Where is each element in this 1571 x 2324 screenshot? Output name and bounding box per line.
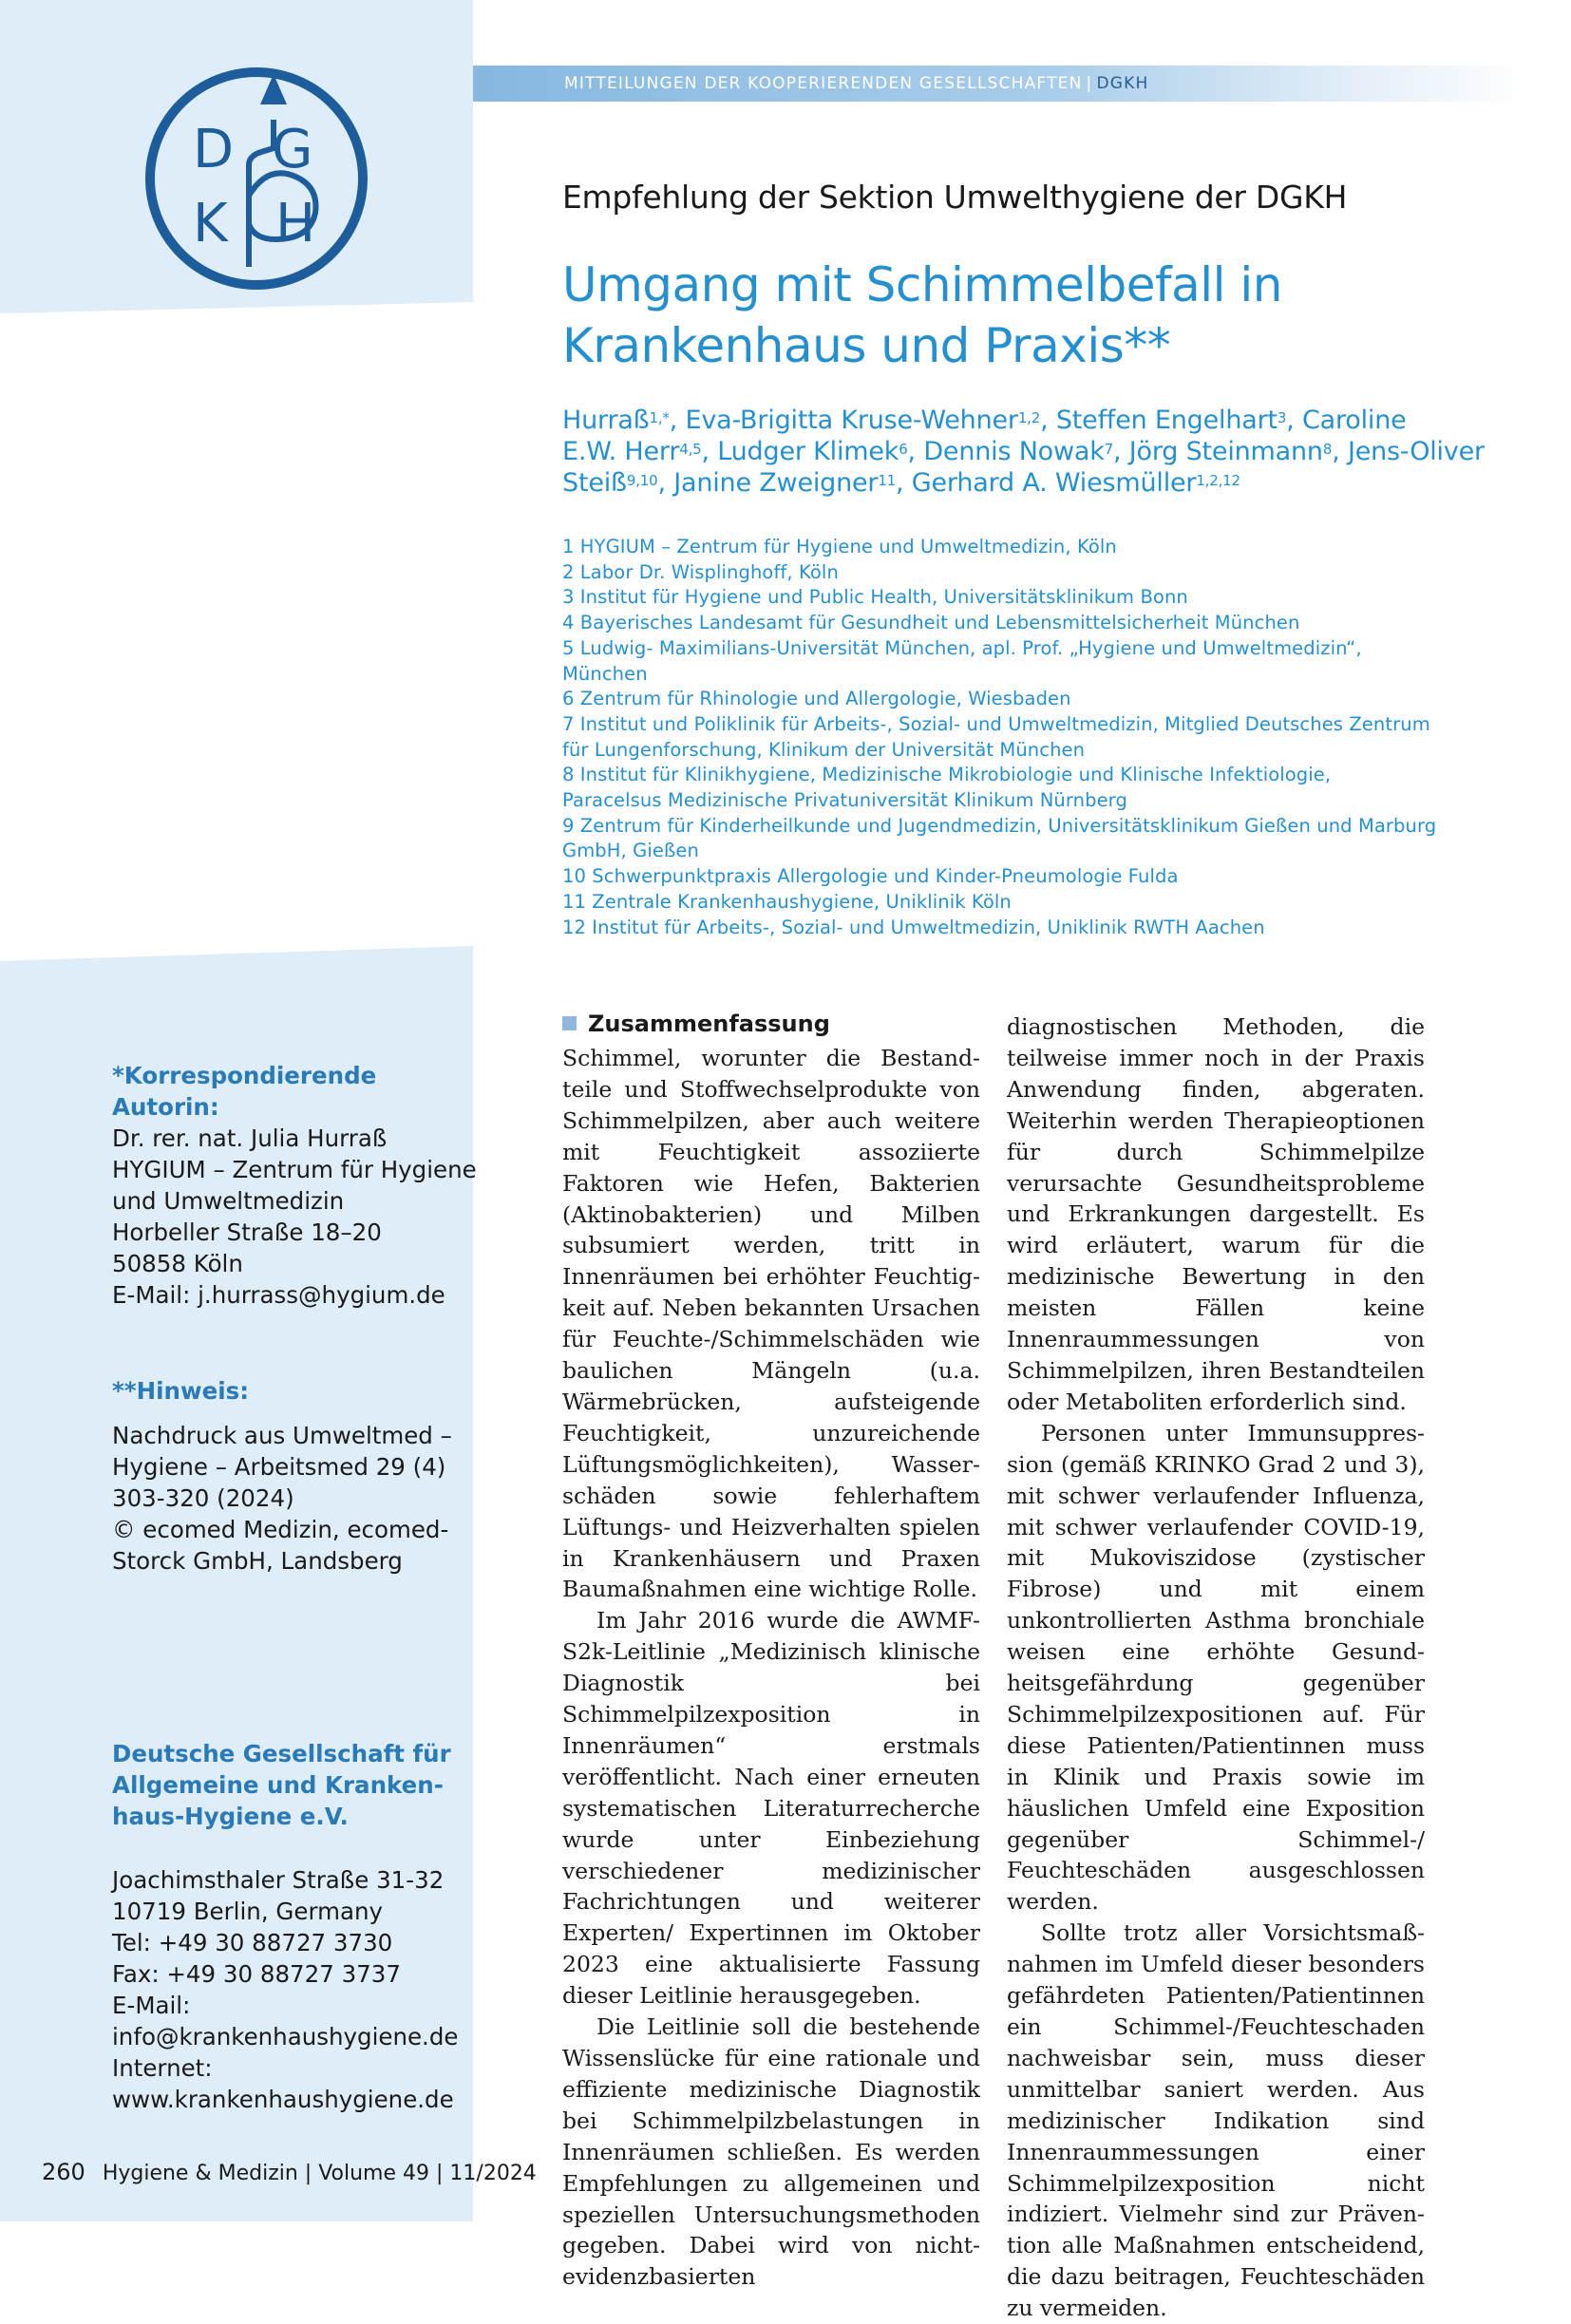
note-line: Nachdruck aus Umweltmed – bbox=[112, 1422, 452, 1449]
author-list bbox=[562, 405, 1503, 499]
affiliation-line: 8 Institut für Klinikhygiene, Medizinische Mikrobiologie und Klinische Infektiologie, bbox=[562, 764, 1332, 786]
society-fax: Fax: +49 30 88727 3737 bbox=[112, 1960, 401, 1988]
logo-letter-d: D bbox=[193, 119, 235, 180]
affiliation-line: 12 Institut für Arbeits-, Sozial- und Umweltmedizin, Uniklinik RWTH Aachen bbox=[562, 916, 1265, 938]
author-line: E.W. Herr$^{4,5}$, Ludger Klimek$^6$, Dennis Nowak$^7$, Jörg Steinmann$^8$, Jens-Oliver bbox=[562, 437, 1485, 466]
society-website-link[interactable]: www.krankenhaushygiene.de bbox=[112, 2086, 454, 2113]
section-band bbox=[473, 66, 1527, 102]
section-name: MITTEILUNGEN DER KOOPERIERENDEN GESELLSCHAFTEN bbox=[564, 74, 1083, 93]
author-affil: 1,2 bbox=[1017, 409, 1041, 426]
abstract-heading-text: Zusammenfassung bbox=[588, 1011, 830, 1037]
society-address: Joachimsthaler Straße 31-32 bbox=[112, 1866, 445, 1894]
abstract-paragraph: Sollte trotz aller Vorsichtsmaßnahmen im Umfeld dieser besonders gefährdeten Patienten/Patientinnen ein Schimmel-/Feuchteschaden nachweisbar sein, muss dieser unmittelbar saniert werden. Aus medizinischer Indikation sind Innenraummessungen einer Schimmelpilzexposition nicht indiziert. Vielmehr sind zur Prävention alle Maßnahmen entscheidend, die dazu beitragen, Feuchteschäden zu vermeiden. bbox=[1007, 1919, 1425, 2322]
page-number: 260 bbox=[42, 2159, 85, 2185]
author-name: Jörg Steinmann bbox=[1128, 437, 1323, 466]
logo-letter-g: G bbox=[272, 119, 313, 180]
title-line: Krankenhaus und Praxis** bbox=[562, 318, 1171, 373]
society-city: 10719 Berlin, Germany bbox=[112, 1898, 384, 1925]
affiliation-line: 11 Zentrale Krankenhaushygiene, Uniklinik Köln bbox=[562, 890, 1012, 913]
note-line: Storck GmbH, Landsberg bbox=[112, 1547, 403, 1575]
logo-letter-k: K bbox=[193, 193, 228, 255]
dgkh-logo bbox=[133, 53, 380, 300]
affiliation-line: für Lungenforschung, Klinikum der Universität München bbox=[562, 738, 1086, 761]
author-affil: 8 bbox=[1322, 441, 1333, 458]
author-name: Janine Zweigner bbox=[673, 468, 879, 498]
abstract-paragraph: diagnostischen Methoden, die teilweise immer noch in der Praxis Anwendung finden, abgeraten. Weiterhin werden Therapieoptionen für durch Schimmelpilze verursachte Gesundheitsprobleme und Erkrankungen dargestellt. Es wird erläutert, warum für die medizinische Bewertung in den meisten Fällen keine Innenraummessungen von Schimmelpilzen, ihren Bestandteilen oder Metaboliten erforderlich sind. bbox=[1007, 1013, 1425, 1415]
correspondence-heading: *Korrespondierende Autorin: bbox=[112, 1062, 377, 1121]
note-line: Hygiene – Arbeitsmed 29 (4) bbox=[112, 1453, 446, 1481]
author-affil: 1,2,12 bbox=[1196, 472, 1240, 489]
logo-ring bbox=[150, 72, 363, 285]
author-affil: 1,* bbox=[649, 409, 670, 426]
society-email-link[interactable]: info@krankenhaushygiene.de bbox=[112, 2023, 459, 2050]
author-name: Ludger Klimek bbox=[717, 437, 899, 466]
affiliation-line: München bbox=[562, 662, 648, 685]
correspondence-line: HYGIUM – Zentrum für Hygiene bbox=[112, 1156, 477, 1183]
article-kicker: Empfehlung der Sektion Umwelthygiene der DGKH bbox=[562, 179, 1348, 216]
affiliation-line: 9 Zentrum für Kinderheilkunde und Jugendmedizin, Universitätsklinikum Gießen und Marburg bbox=[562, 814, 1437, 837]
abstract-column-left bbox=[562, 1043, 980, 2293]
author-name: Dennis Nowak bbox=[923, 437, 1105, 466]
abstract-paragraph: Personen unter Immunsuppression (gemäß KRINKO Grad 2 und 3), mit schwer verlaufender Influenza, mit schwer verlaufender COVID-19, mit Mukoviszidose (zystischer Fibrose) und mit einem unkontrollierten Asthma bronchiale weisen eine erhöhte Gesundheitsgefährdung gegenüber Schimmelpilzexpositionen auf. Für diese Patienten/Patientinnen muss in Klinik und Praxis sowie im häuslichen Umfeld eine Exposition gegenüber Schimmel-/ Feuchteschäden ausgeschlossen werden. bbox=[1007, 1419, 1425, 1916]
affiliation-line: 3 Institut für Hygiene und Public Health, Universitätsklinikum Bonn bbox=[562, 586, 1188, 609]
correspondence-line: Dr. rer. nat. Julia Hurraß bbox=[112, 1124, 388, 1152]
correspondence-line: Horbeller Straße 18–20 bbox=[112, 1219, 382, 1246]
affiliation-line: 2 Labor Dr. Wisplinghoff, Köln bbox=[562, 560, 839, 583]
affiliation-list bbox=[562, 535, 1512, 940]
abstract-column-right bbox=[1007, 1011, 1425, 2324]
affiliation-line: 4 Bayerisches Landesamt für Gesundheit und Lebensmittelsicherheit München bbox=[562, 612, 1300, 634]
correspondence-line: und Umweltmedizin bbox=[112, 1187, 345, 1215]
author-line: Steiß$^{9,10}$, Janine Zweigner$^{11}$, Gerhard A. Wiesmüller$^{1,2,12}$ bbox=[562, 468, 1240, 498]
society-heading-line: Deutsche Gesellschaft für bbox=[112, 1740, 451, 1767]
note-block bbox=[112, 1375, 464, 1577]
affiliation-line: 7 Institut und Poliklinik für Arbeits-, Sozial- und Umweltmedizin, Mitglied Deutsches Zentrum bbox=[562, 712, 1430, 735]
author-name: Eva-Brigitta Kruse-Wehner bbox=[685, 406, 1018, 435]
affiliation-line: 5 Ludwig- Maximilians-Universität München, apl. Prof. „Hygiene und Umweltmedizin“, bbox=[562, 636, 1362, 659]
journal-info: Hygiene & Medizin | Volume 49 | 11/2024 bbox=[102, 2162, 537, 2185]
note-heading: **Hinweis: bbox=[112, 1377, 249, 1405]
sidebar bbox=[0, 950, 477, 2221]
author-affil: 11 bbox=[878, 472, 897, 489]
abstract-bullet-icon bbox=[562, 1016, 577, 1030]
affiliation-line: 10 Schwerpunktpraxis Allergologie und Kinder-Pneumologie Fulda bbox=[562, 865, 1179, 888]
abstract-paragraph: Schimmel, worunter die Bestandteile und Stoffwechselprodukte von Schimmelpilzen, aber auch weitere mit Feuchtigkeit assoziierte Faktoren wie Hefen, Bakterien (Aktinobakterien) und Milben subsumiert werden, tritt in Innenräumen bei erhöhter Feuchtigkeit auf. Neben bekannten Ursachen für Feuchte-/Schimmelschäden wie baulichen Mängeln (u.a. Wärmebrücken, aufsteigende Feuchtigkeit, unzureichende Lüftungsmöglichkeiten), Wasserschäden sowie fehlerhaftem Lüftungs- und Heizverhalten spielen in Krankenhäusern und Praxen Baumaßnahmen eine wichtige Rolle. bbox=[562, 1045, 980, 1603]
author-affil: 4,5 bbox=[679, 441, 702, 458]
affiliation-line: Paracelsus Medizinische Privatuniversität Klinikum Nürnberg bbox=[562, 789, 1127, 812]
author-affil: 7 bbox=[1104, 441, 1114, 458]
section-tag: DGKH bbox=[1096, 74, 1149, 93]
author-name: Gerhard A. Wiesmüller bbox=[911, 468, 1197, 498]
article-title bbox=[562, 255, 1493, 376]
society-block bbox=[112, 1738, 464, 2115]
note-line: © ecomed Medizin, ecomed- bbox=[112, 1516, 449, 1543]
correspondence-email[interactable]: E-Mail: j.hurrass@hygium.de bbox=[112, 1281, 445, 1309]
author-line: Hurraß$^{1,*}$, Eva-Brigitta Kruse-Wehner$^{1,2}$, Steffen Engelhart$^3$, Caroline bbox=[562, 406, 1407, 435]
society-email-label: E-Mail: bbox=[112, 1992, 191, 2019]
abstract-heading bbox=[562, 1011, 830, 1037]
affiliation-line: GmbH, Gießen bbox=[562, 840, 699, 862]
affiliation-line: 6 Zentrum für Rhinologie und Allergologie, Wiesbaden bbox=[562, 688, 1071, 710]
page-footer bbox=[42, 2159, 537, 2185]
author-affil: 3 bbox=[1277, 409, 1287, 426]
section-band-text bbox=[564, 74, 1148, 93]
author-name: Steffen Engelhart bbox=[1055, 406, 1278, 435]
logo-letter-h: H bbox=[275, 193, 316, 255]
affiliation-line: 1 HYGIUM – Zentrum für Hygiene und Umweltmedizin, Köln bbox=[562, 536, 1117, 557]
note-line: 303-320 (2024) bbox=[112, 1484, 294, 1512]
correspondence-line: 50858 Köln bbox=[112, 1250, 243, 1277]
correspondence-block bbox=[112, 1060, 477, 1311]
title-line: Umgang mit Schimmelbefall in bbox=[562, 257, 1282, 312]
society-heading-line: haus-Hygiene e.V. bbox=[112, 1803, 349, 1830]
society-heading-line: Allgemeine und Kranken- bbox=[112, 1771, 444, 1799]
society-internet-label: Internet: bbox=[112, 2054, 213, 2082]
section-separator: | bbox=[1086, 74, 1093, 93]
author-affil: 9,10 bbox=[626, 472, 658, 489]
abstract-paragraph: Im Jahr 2016 wurde die AWMF-S2k-Leitlinie „Medizinisch klinische Diagnostik bei Schimmelpilzexposition in Innenräumen“ erstmals veröffentlicht. Nach einer erneuten systematischen Literaturrecherche wurde unter Einbeziehung verschiedener medizinischer Fachrichtungen und weiterer Experten/ Expertinnen im Oktober 2023 eine aktualisierte Fassung dieser Leitlinie herausgegeben. bbox=[562, 1607, 980, 2010]
society-phone: Tel: +49 30 88727 3730 bbox=[112, 1929, 393, 1956]
author-affil: 6 bbox=[899, 441, 908, 458]
abstract-paragraph: Die Leitlinie soll die bestehende Wissenslücke für eine rationale und effiziente medizinische Diagnostik bei Schimmelpilzbelastungen in Innenräumen schließen. Es werden Empfehlungen zu allgemeinen und speziellen Untersuchungsmethoden gegeben. Dabei wird von nicht-evidenzbasierten bbox=[562, 2013, 980, 2291]
author-name: Hurraß bbox=[562, 406, 650, 435]
